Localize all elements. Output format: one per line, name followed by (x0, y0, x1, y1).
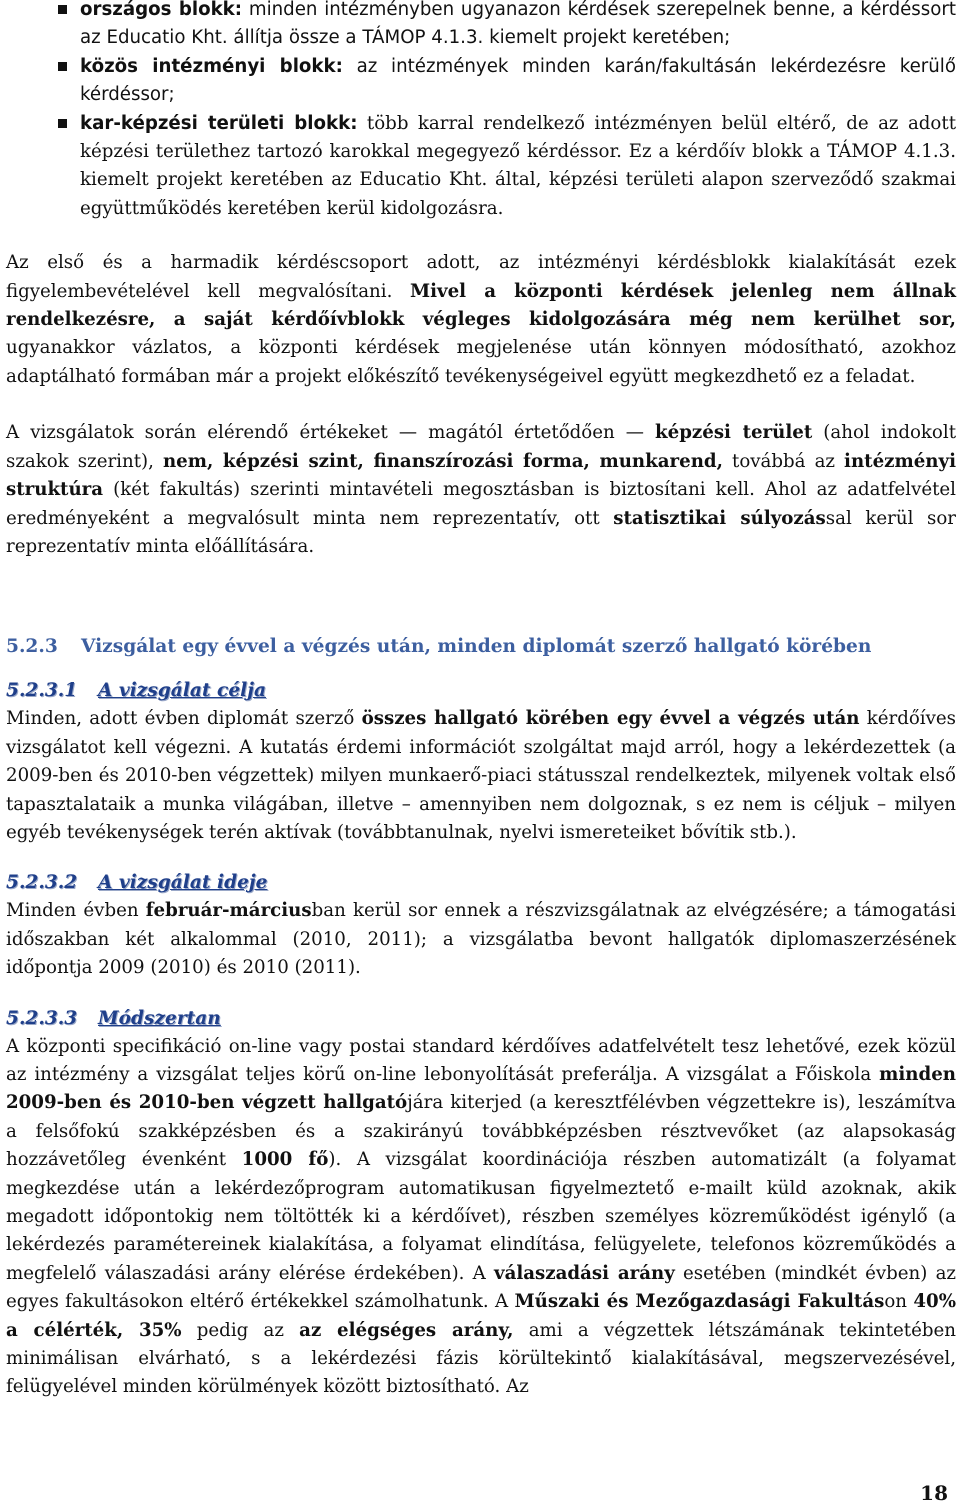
subsection-body (6, 705, 956, 847)
list-item-text: az intézmények minden karán/fakultásán lekérdezésre kerülő kérdéssor; (80, 55, 956, 106)
section-title: Vizsgálat egy évvel a végzés után, minden diplomát szerző hallgató körében (81, 636, 872, 658)
bold-run: statisztikai súlyozás (613, 507, 826, 529)
list-item-bold: kar-képzési területi blokk: (80, 112, 358, 134)
text-run: Minden évben (6, 900, 146, 922)
list-item (6, 110, 956, 224)
paragraph-1 (6, 249, 956, 391)
section-heading (6, 633, 956, 661)
subsection-heading (6, 677, 956, 705)
text-run: kérdőíves vizsgálatot kell végezni. A kutatás érdemi információt szolgáltat majd arról, hogy a lekérdezettek (a 2009-ben és 2010-ben végzettek) milyen munkaerő-piaci státusszal rendelkeztek, milyenek voltak első tapasztalataik a munka világában, illetve – amennyiben nem dolgoznak, s ez nem is céljuk – milyen egyéb tevékenységek terén aktívak (továbbtanulnak, nyelvi ismereteiket bővítik stb.). (6, 708, 956, 843)
bold-run: intézményi struktúra (6, 450, 956, 501)
subsection-title: Módszertan (98, 1007, 221, 1029)
text-run: továbbá az (722, 450, 845, 472)
bold-run: 40% a célérték, 35% (6, 1291, 956, 1341)
list-item-bold: országos blokk: (80, 0, 243, 20)
bold-run: Mivel a központi kérdések jelenleg nem állnak rendelkezésre, a saját kérdőívblokk végleges kidolgozására még nem kerülhet sor, (6, 280, 956, 331)
text-run: pedig az (181, 1319, 300, 1341)
subsection-title: A vizsgálat ideje (98, 872, 268, 894)
bold-run: összes hallgató körében egy évvel a végzés után (361, 708, 860, 730)
bold-run: Műszaki és Mezőgazdasági Fakultás (514, 1291, 885, 1313)
page-number: 18 (920, 1481, 948, 1505)
text-run: A vizsgálatok során elérendő értékeket — magától értetődően — (6, 422, 656, 444)
subsection-number: 5.2.3.2 (6, 872, 78, 894)
list-item (6, 53, 956, 110)
text-run: esetében (mindkét évben) az egyes fakultásokon eltérő értékekkel számolhatunk. A (6, 1262, 956, 1313)
text-run: on (884, 1291, 914, 1313)
square-bullet-icon (58, 5, 67, 14)
subsection-body (6, 897, 956, 982)
subsection-body (6, 1033, 956, 1402)
bold-run: nem, képzési szint, finanszírozási forma, munkarend, (162, 450, 723, 472)
text-run: jára kiterjed (a keresztfélévben végzettekre is), leszámítva a felsőfokú szakképzésben és a szakirányú továbbképzésben résztvevőket (az alapsokaság hozzávetőleg évenként (6, 1092, 956, 1171)
subsection-number: 5.2.3.1 (6, 680, 78, 702)
text-run: sal kerül sor reprezentatív minta előállítására. (6, 507, 956, 557)
text-run: A központi specifikáció on-line vagy postai standard kérdőíves adatfelvételt tesz lehetővé, ezek közül az intézmény a vizsgálat teljes körű on-line lebonyolítását preferálja. A vizsgálat a Főiskola (6, 1035, 956, 1085)
list-item-bold: közös intézményi blokk: (80, 55, 343, 77)
text-run: Minden, adott évben diplomát szerző (6, 708, 362, 730)
text-run: ugyanakkor vázlatos, a központi kérdések megjelenése után könnyen módosítható, azokhoz adaptálható formában már a projekt előkészítő tevékenységeivel együtt megkezdhető ez a feladat. (6, 337, 956, 387)
bold-run: az elégséges arány, (299, 1319, 514, 1341)
bold-run: képzési terület (655, 422, 813, 444)
square-bullet-icon (58, 62, 67, 71)
subsection-heading (6, 869, 956, 897)
paragraph-2 (6, 419, 956, 561)
section-number: 5.2.3 (6, 636, 58, 658)
text-run: (ahol indokolt szakok szerint), (6, 422, 957, 472)
bold-run: minden 2009-ben és 2010-ben végzett hallgató (6, 1063, 956, 1114)
subsection-number: 5.2.3.3 (6, 1007, 78, 1029)
list-item-text: több karral rendelkező intézményen belül eltérő, de az adott képzési területhez tartozó karokkal megegyező kérdéssor. Ez a kérdőív blokk a TÁMOP 4.1.3. kiemelt projekt keretében az Educatio Kht. által, képzési területi alapon szerveződő szakmai együttműködés keretében kerül kidolgozásra. (80, 112, 956, 219)
square-bullet-icon (58, 119, 67, 128)
text-run: ami a végzettek létszámának tekintetében minimálisan elvárható, s a lekérdezési fázis körültekintő kialakításával, megszervezésével, felügyelével minden körülmények között biztosítható. Az (6, 1319, 956, 1398)
text-run: ). A vizsgálat koordinációja részben automatizált (a folyamat megkezdése után a lekérdezőprogram automatikusan figyelmeztető e-mailt küld azoknak, akik megadott időpontokig nem töltötték ki a kérdőívet), részben személyes közreműködést igénylő (a lekérdezés paramétereinek kialakítása, a folyamat elindítása, felügyelete, telefonos közreműködés a megfelelő válaszadási arány elérése érdekében). A (6, 1149, 956, 1284)
bold-run: 1000 fő (241, 1149, 329, 1171)
bold-run: válaszadási arány (494, 1262, 675, 1284)
list-item (6, 0, 956, 53)
text-run: ban kerül sor ennek a részvizsgálatnak az elvégzésére; a támogatási időszakban két alkalommal (2010, 2011); a vizsgálatba bevont hallgatók diplomaszerzésének időpontja 2009 (2010) és 2010 (2011). (6, 900, 956, 979)
text-run: (két fakultás) szerinti mintavételi megosztásban is biztosítani kell. Ahol az adatfelvétel eredményeként a megvalósult minta nem reprezentatív, ott (6, 479, 956, 529)
text-run: Az első és a harmadik kérdéscsoport adott, az intézményi kérdésblokk kialakítását ezek figyelembevételével kell megvalósítani. (6, 252, 956, 302)
block-list (6, 0, 956, 223)
list-item-text: minden intézményben ugyanazon kérdések szerepelnek benne, a kérdéssort az Educatio Kht. állítja össze a TÁMOP 4.1.3. kiemelt projekt keretében; (80, 0, 956, 49)
bold-run: február-március (145, 900, 312, 922)
document-page (6, 0, 956, 1402)
subsection-title: A vizsgálat célja (98, 680, 267, 702)
subsection-heading (6, 1005, 956, 1033)
